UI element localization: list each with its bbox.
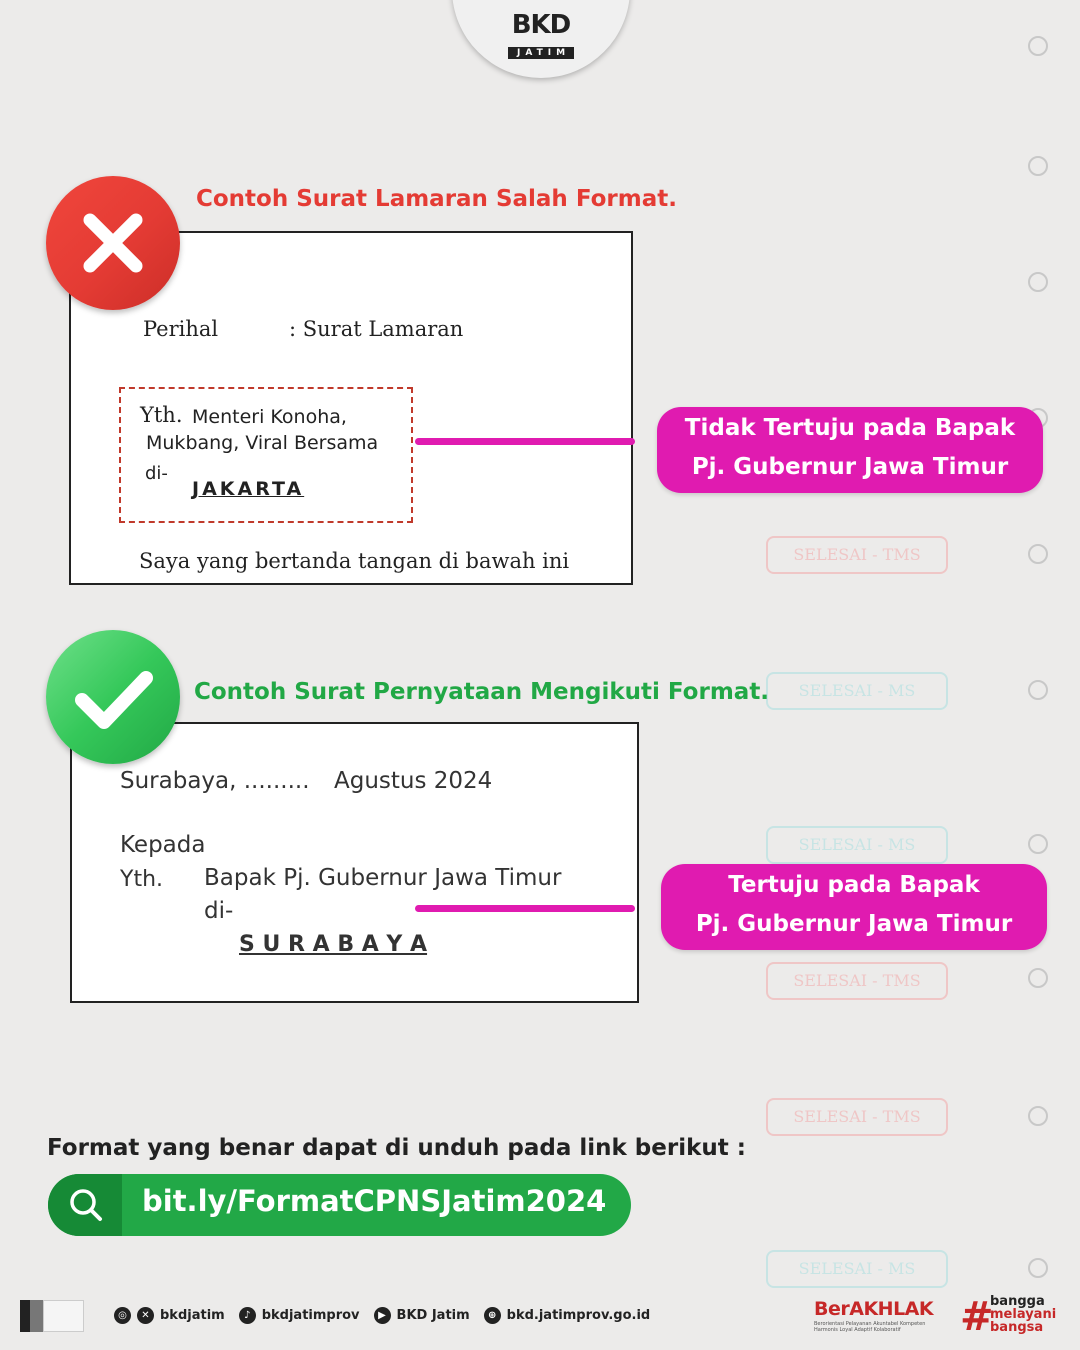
date-place: Surabaya, ......... xyxy=(120,768,310,794)
berakhlak-subtext-2: Harmonis Loyal Adaptif Kolaboratif xyxy=(814,1327,901,1333)
berakhlak-text: BerAKHLAK xyxy=(814,1298,934,1320)
globe-icon: ⊕ xyxy=(484,1307,501,1324)
wrong-badge xyxy=(46,176,180,310)
logo-subtext: JATIM xyxy=(508,47,574,59)
city-jakarta: JAKARTA xyxy=(192,478,305,500)
footer-social-links xyxy=(114,1307,664,1324)
kepada-label: Kepada xyxy=(120,832,206,858)
perihal-value: : Surat Lamaran xyxy=(289,317,464,341)
bg-stamp: SELESAI - TMS xyxy=(766,1098,948,1136)
website-link[interactable] xyxy=(484,1307,651,1324)
addressee-line-2: Mukbang, Viral Bersama xyxy=(146,432,379,454)
wrong-callout-line-1: Tidak Tertuju pada Bapak xyxy=(684,415,1016,441)
addressee-line-1: Menteri Konoha, xyxy=(192,406,347,428)
website-text: bkd.jatimprov.go.id xyxy=(506,1308,651,1323)
melayani-text: melayani xyxy=(990,1307,1057,1322)
youtube-handle[interactable] xyxy=(374,1307,470,1324)
footer-color-bar xyxy=(20,1300,84,1332)
download-link-bar[interactable] xyxy=(48,1174,631,1236)
bg-stamp: SELESAI - MS xyxy=(766,672,948,710)
yth-label: Yth. xyxy=(140,403,183,427)
di-label: di- xyxy=(204,898,234,924)
letter-body-line: Saya yang bertanda tangan di bawah ini xyxy=(139,549,570,573)
bangsa-text: bangsa xyxy=(990,1320,1044,1335)
bg-stamp: SELESAI - TMS xyxy=(766,962,948,1000)
hashtag-icon: # xyxy=(960,1294,994,1340)
download-link[interactable]: bit.ly/FormatCPNSJatim2024 xyxy=(142,1184,607,1218)
download-instruction: Format yang benar dapat di unduh pada link berikut : xyxy=(47,1135,746,1161)
bangga-melayani-bangsa-logo xyxy=(960,1295,1060,1341)
check-icon xyxy=(46,630,180,764)
search-icon-container xyxy=(48,1174,122,1236)
bangga-text: bangga xyxy=(990,1294,1045,1309)
correct-callout-line-1: Tertuju pada Bapak xyxy=(728,872,980,898)
date-month: Agustus 2024 xyxy=(334,768,493,794)
city-surabaya: S U R A B A Y A xyxy=(239,932,428,957)
correct-badge xyxy=(46,630,180,764)
instagram-x-handle[interactable] xyxy=(114,1307,225,1324)
correct-callout xyxy=(661,864,1047,950)
perihal-label: Perihal xyxy=(143,317,219,341)
bg-stamp: SELESAI - MS xyxy=(766,1250,948,1288)
tiktok-handle[interactable] xyxy=(239,1307,360,1324)
correct-callout-line-2: Pj. Gubernur Jawa Timur xyxy=(695,911,1013,937)
wrong-callout xyxy=(657,407,1043,493)
di-label: di- xyxy=(145,463,168,484)
correct-letter-document xyxy=(70,722,639,1003)
instagram-icon: ◎ xyxy=(114,1307,131,1324)
youtube-icon: ▶ xyxy=(374,1307,391,1324)
addressee: Bapak Pj. Gubernur Jawa Timur xyxy=(204,865,562,891)
wrong-connector-line xyxy=(415,438,635,445)
correct-section-title: Contoh Surat Pernyataan Mengikuti Format. xyxy=(194,679,770,705)
correct-connector-line xyxy=(415,905,635,912)
search-icon xyxy=(68,1187,104,1223)
berakhlak-subtext-1: Berorientasi Pelayanan Akuntabel Kompeten xyxy=(814,1321,926,1327)
wrong-section-title: Contoh Surat Lamaran Salah Format. xyxy=(196,186,677,212)
cross-icon xyxy=(46,176,180,310)
logo-text: BKD xyxy=(511,10,571,40)
tiktok-icon: ♪ xyxy=(239,1307,256,1324)
bg-stamp: SELESAI - MS xyxy=(766,826,948,864)
bkd-logo xyxy=(452,0,630,78)
berakhlak-logo xyxy=(814,1298,942,1342)
instagram-x-text: bkdjatim xyxy=(160,1308,225,1323)
x-icon: ✕ xyxy=(137,1307,154,1324)
youtube-text: BKD Jatim xyxy=(396,1308,470,1323)
tiktok-text: bkdjatimprov xyxy=(261,1308,360,1323)
yth-label: Yth. xyxy=(120,867,164,892)
wrong-callout-line-2: Pj. Gubernur Jawa Timur xyxy=(691,454,1009,480)
bg-stamp: SELESAI - TMS xyxy=(766,536,948,574)
